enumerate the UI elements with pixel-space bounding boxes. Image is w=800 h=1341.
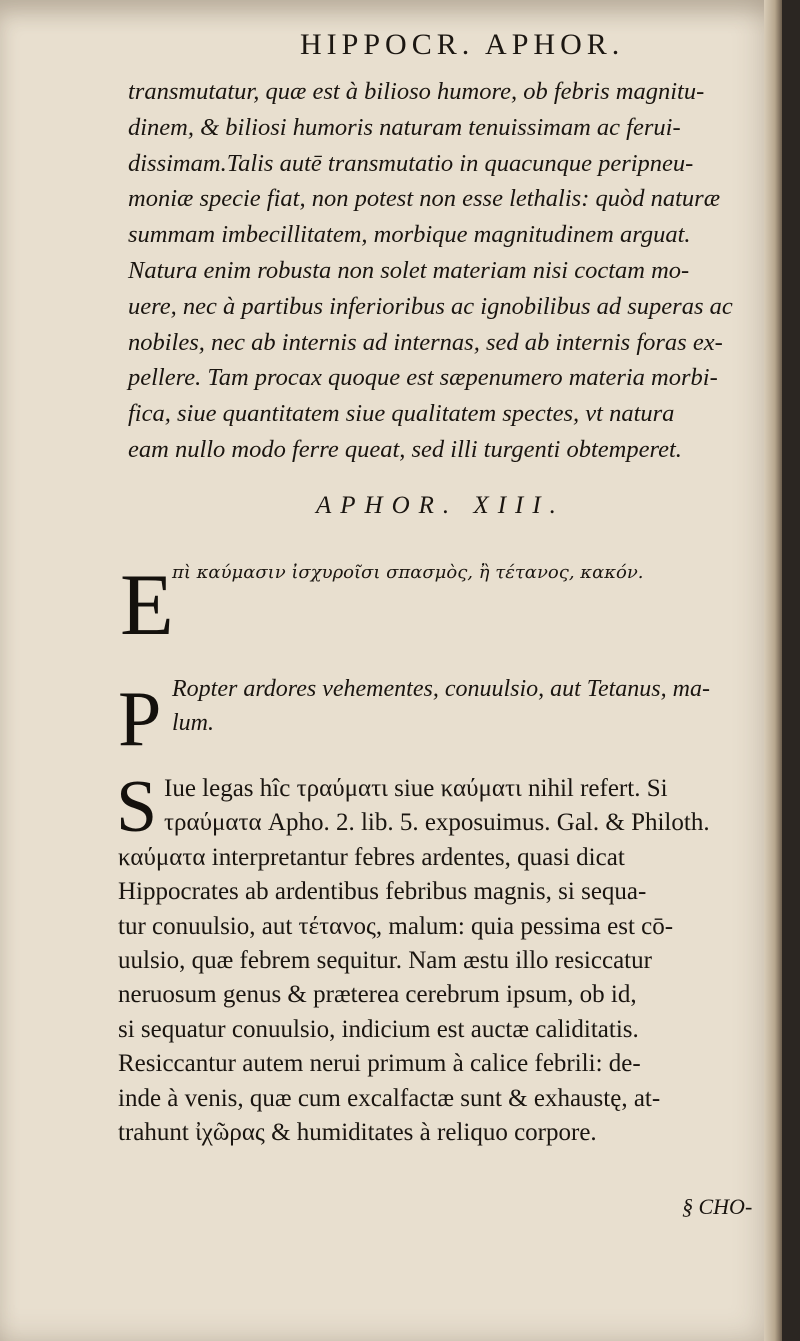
- text-line: Natura enim robusta non solet materiam nisi coctam mo-: [128, 256, 690, 284]
- text-line: tur conuulsio, aut τέτανος, malum: quia pessima est cō-: [118, 912, 674, 940]
- text-line: moniæ specie fiat, non potest non esse lethalis: quòd naturæ: [128, 185, 721, 213]
- text-line: dissimam.Talis autē transmutatio in quacunque peripneu-: [128, 149, 694, 177]
- text-line: si sequatur conuulsio, indicium est auctæ caliditatis.: [118, 1015, 639, 1043]
- catchword: § CHO-: [682, 1194, 753, 1219]
- text-line: transmutatur, quæ est à bilioso humore, ob febris magnitu-: [128, 78, 705, 105]
- text-line: καύματα interpretantur febres ardentes, quasi dicat: [118, 843, 625, 871]
- text-line: τραύματα Apho. 2. lib. 5. exposuimus. Gal. & Philoth.: [164, 809, 710, 837]
- text-line: Ropter ardores vehementes, conuulsio, aut Tetanus, ma-: [172, 676, 710, 702]
- commentary-paragraph: [116, 766, 782, 1150]
- text-line: inde à venis, quæ cum excalfactæ sunt & exhaustę, at-: [118, 1084, 661, 1112]
- text-line: uulsio, quæ febrem sequitur. Nam æstu illo resiccatur: [118, 947, 652, 975]
- italic-paragraph: [128, 74, 778, 468]
- commentary-dropcap: S: [116, 766, 158, 848]
- text-line: pellere. Tam procax quoque est sæpenumero materia morbi-: [128, 364, 718, 392]
- text-line: uere, nec à partibus inferioribus ac ignobilibus ad superas ac: [128, 292, 733, 320]
- text-line: trahunt ἰχῶρας & humiditates à reliquo corpore.: [118, 1119, 597, 1147]
- text-line: summam imbecillitatem, morbique magnitudinem arguat.: [128, 221, 691, 249]
- text-line: Hippocrates ab ardentibus febribus magnis, si sequa-: [118, 878, 647, 906]
- greek-dropcap: E: [120, 557, 174, 654]
- text-line: neruosum genus & præterea cerebrum ipsum, ob id,: [118, 981, 637, 1009]
- text-line: Resiccantur autem nerui primum à calice febrili: de-: [118, 1050, 641, 1078]
- translation-dropcap: P: [118, 675, 162, 762]
- text-line: eam nullo modo ferre queat, sed illi turgenti obtemperet.: [128, 435, 682, 463]
- running-head: HIPPOCR. APHOR.: [300, 28, 625, 61]
- text-line: Iue legas hîc τραύματι siue καύματι nihil refert. Si: [164, 775, 668, 802]
- text-line: lum.: [172, 710, 214, 736]
- text-line: dinem, & biliosi humoris naturam tenuissimam ac ferui-: [128, 113, 681, 141]
- aphorism-heading: APHOR. XIII.: [316, 492, 565, 519]
- greek-aphorism-text: πὶ καύμασιν ἰσχυροῖσι σπασμὸς, ἢ τέτανος, κακόν.: [172, 562, 644, 583]
- text-line: nobiles, nec ab internis ad internas, sed ab internis foras ex-: [128, 328, 723, 356]
- latin-translation: [172, 672, 710, 740]
- text-line: fica, siue quantitatem siue qualitatem spectes, vt natura: [128, 400, 675, 428]
